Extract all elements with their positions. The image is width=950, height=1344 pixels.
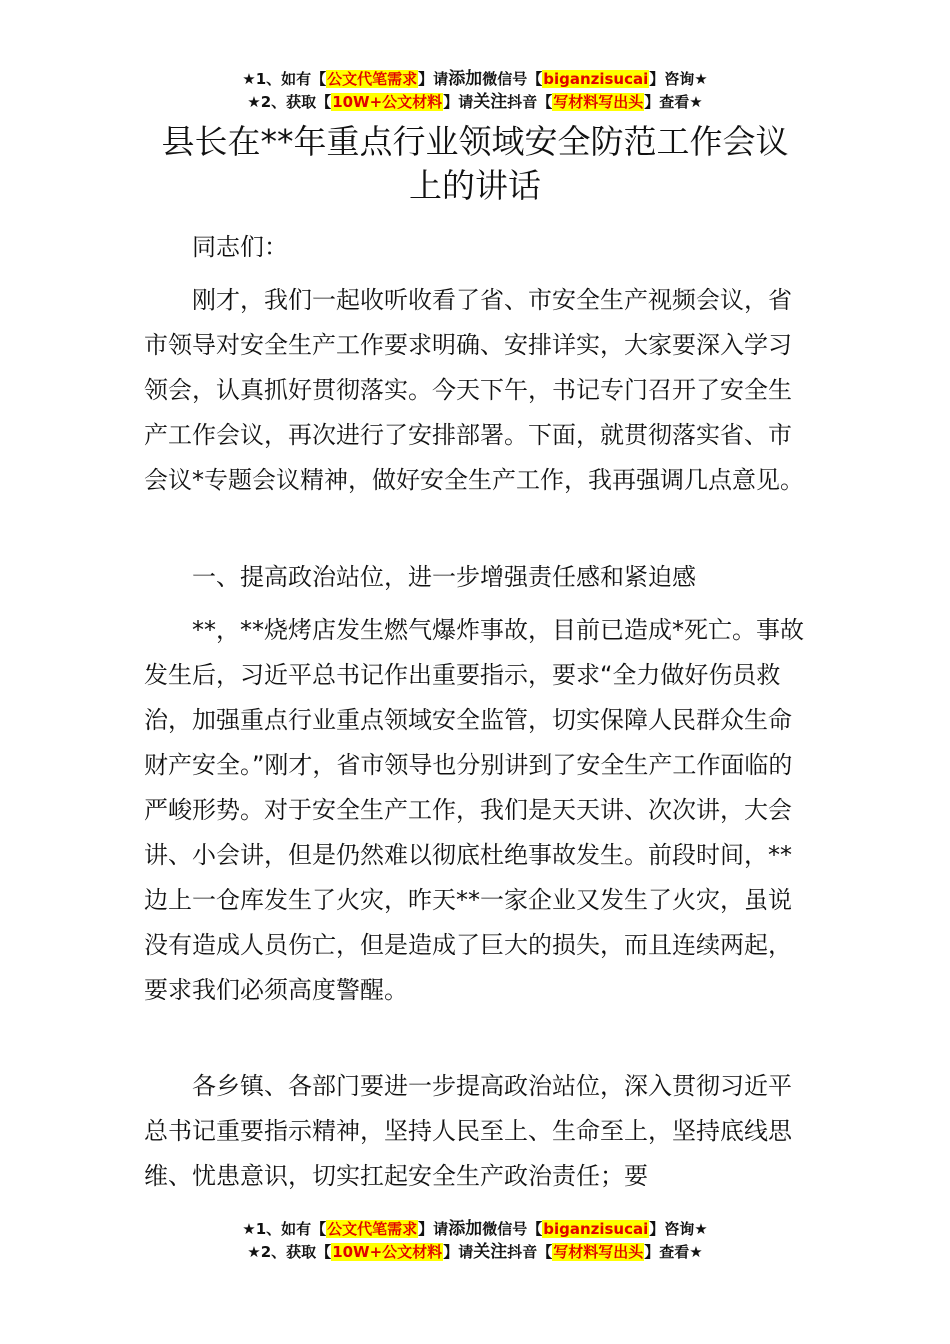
highlight-text: biganzisucai — [543, 70, 649, 88]
banner-text: 微信号【 — [482, 70, 543, 88]
banner-text: 抖音【 — [507, 93, 553, 111]
banner-text: ★1、如有【 — [242, 70, 327, 88]
highlight-text: 10W+公文材料 — [332, 93, 443, 111]
paragraph-3 — [144, 1064, 812, 1199]
banner-text: 】咨询★ — [649, 1220, 708, 1238]
banner-text: 】咨询★ — [649, 70, 708, 88]
heading-text: 一、提高政治站位，进一步增强责任感和紧迫感 — [192, 563, 696, 591]
banner-line-1 — [0, 68, 950, 91]
banner-line-1 — [0, 1218, 950, 1241]
highlight-text: 写材料写出头 — [553, 93, 644, 111]
banner-text: ★2、获取【 — [247, 93, 332, 111]
paragraph-2 — [144, 608, 812, 1013]
banner-text: 】查看★ — [644, 93, 703, 111]
highlight-text: biganzisucai — [543, 1220, 649, 1238]
highlight-text: 写材料写出头 — [553, 1243, 644, 1261]
emphasis-text: 添加 — [448, 1219, 483, 1239]
title-line-1: 县长在**年重点行业领域安全防范工作会议 — [161, 122, 789, 161]
banner-text: 】请 — [418, 1220, 449, 1238]
banner-text: 】请 — [443, 1243, 474, 1261]
header-banner — [0, 68, 950, 114]
banner-text: 抖音【 — [507, 1243, 553, 1261]
greeting-text: 同志们： — [192, 233, 288, 261]
banner-text: ★1、如有【 — [242, 1220, 327, 1238]
paragraph-text: 刚才，我们一起收听收看了省、市安全生产视频会议，省市领导对安全生产工作要求明确、安排详实，大家要深入学习领会，认真抓好贯彻落实。今天下午，书记专门召开了安全生产工作会议，再次进行了安排部署。下面，就贯彻落实省、市会议*专题会议精神，做好安全生产工作，我再强调几点意见。 — [144, 286, 804, 494]
section-heading-1 — [144, 555, 812, 600]
banner-text: 】查看★ — [644, 1243, 703, 1261]
greeting — [144, 225, 812, 270]
paragraph-1 — [144, 278, 812, 503]
banner-text: 微信号【 — [482, 1220, 543, 1238]
banner-line-2 — [0, 1241, 950, 1264]
title-line-2: 上的讲话 — [409, 166, 541, 205]
emphasis-text: 添加 — [448, 69, 483, 89]
emphasis-text: 关注 — [473, 1242, 508, 1262]
highlight-text: 公文代笔需求 — [327, 1220, 418, 1238]
footer-banner — [0, 1218, 950, 1264]
banner-line-2 — [0, 91, 950, 114]
banner-text: 】请 — [443, 93, 474, 111]
highlight-text: 公文代笔需求 — [327, 70, 418, 88]
banner-text: 】请 — [418, 70, 449, 88]
paragraph-text: 各乡镇、各部门要进一步提高政治站位，深入贯彻习近平总书记重要指示精神，坚持人民至上、生命至上，坚持底线思维、忧患意识，切实扛起安全生产政治责任；要 — [144, 1072, 792, 1190]
paragraph-text: **，**烧烤店发生燃气爆炸事故，目前已造成*死亡。事故发生后，习近平总书记作出重要指示，要求“全力做好伤员救治，加强重点行业重点领域安全监管，切实保障人民群众生命财产安全。”刚才，省市领导也分别讲到了安全生产工作面临的严峻形势。对于安全生产工作，我们是天天讲、次次讲，大会讲、小会讲，但是仍然难以彻底杜绝事故发生。前段时间，**边上一仓库发生了火灾，昨天**一家企业又发生了火灾，虽说没有造成人员伤亡，但是造成了巨大的损失，而且连续两起，要求我们必须高度警醒。 — [144, 616, 804, 1004]
banner-text: ★2、获取【 — [247, 1243, 332, 1261]
highlight-text: 10W+公文材料 — [332, 1243, 443, 1261]
emphasis-text: 关注 — [473, 92, 508, 112]
document-title — [0, 120, 950, 208]
